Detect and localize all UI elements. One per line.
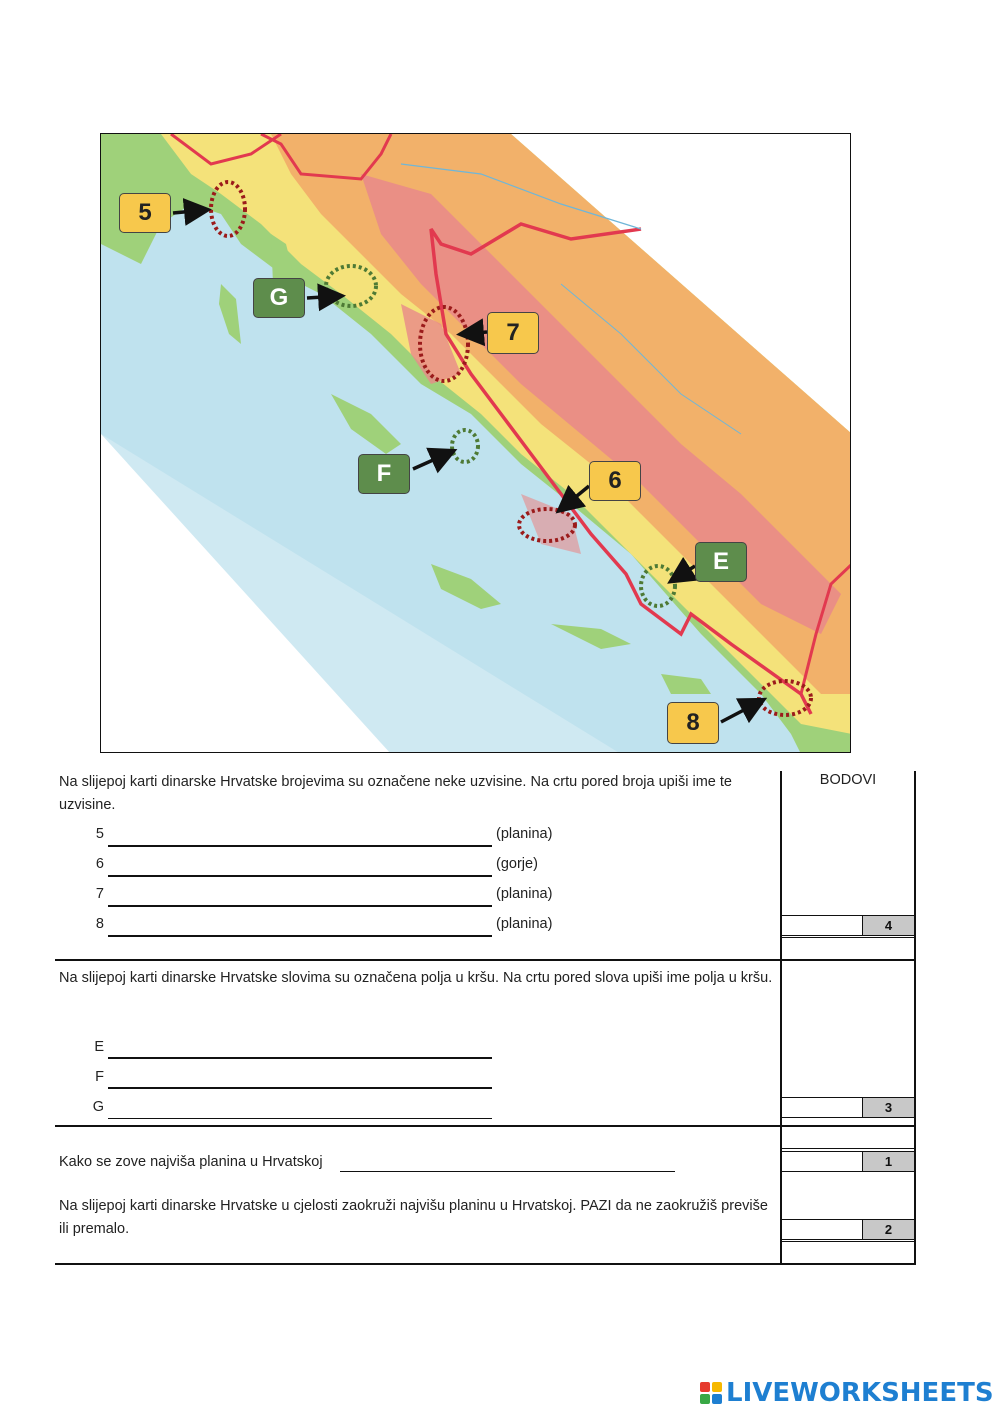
q1-points-underline	[781, 937, 915, 938]
answer-line-8[interactable]	[108, 935, 492, 937]
q3-question: Kako se zove najviša planina u Hrvatskoj	[59, 1154, 323, 1170]
q1-row-label: 6	[95, 856, 104, 872]
q1-row-label: 8	[95, 916, 104, 932]
right-border	[914, 771, 916, 1264]
liveworksheets-logo[interactable]	[700, 1378, 994, 1408]
map-svg	[101, 134, 851, 753]
q4-points-box[interactable]	[781, 1219, 915, 1240]
arrow-7	[463, 332, 487, 334]
q2-points-box[interactable]	[781, 1097, 915, 1118]
q1-row-label: 7	[95, 886, 104, 902]
q2-points-value: 3	[862, 1098, 914, 1117]
q4-points-value: 2	[862, 1220, 914, 1239]
q1-points-value: 4	[862, 916, 914, 935]
map-label-E: E	[695, 542, 747, 582]
q3-points-box[interactable]	[781, 1151, 915, 1172]
q1-row-label: 5	[95, 826, 104, 842]
section-divider-2	[55, 1125, 916, 1127]
map-label-6: 6	[589, 461, 641, 501]
q4-instruction: Na slijepoj karti dinarske Hrvatske u cjelosti zaokruži najvišu planinu u Hrvatskoj. PAZI da ne zaokružiš previše ili premalo.	[59, 1198, 768, 1237]
map-label-G: G	[253, 278, 305, 318]
q1-row-type: (planina)	[496, 886, 553, 902]
column-divider	[780, 771, 782, 1264]
relief-map	[100, 133, 851, 753]
q3-points-topline	[781, 1148, 915, 1149]
answer-line-G[interactable]	[108, 1118, 492, 1119]
section-divider-1	[55, 959, 916, 961]
answer-line-highest-mountain[interactable]	[340, 1171, 675, 1172]
answer-line-6[interactable]	[108, 875, 492, 877]
answer-line-5[interactable]	[108, 845, 492, 847]
q2-instruction: Na slijepoj karti dinarske Hrvatske slovima su označena polja u kršu. Na crtu pored slova upiši ime polja u kršu.	[59, 970, 773, 986]
points-header: BODOVI	[819, 772, 877, 788]
map-label-8: 8	[667, 702, 719, 744]
q1-instruction: Na slijepoj karti dinarske Hrvatske brojevima su označene neke uzvisine. Na crtu pored broja upiši ime te uzvisine.	[59, 774, 732, 813]
q3-points-value: 1	[862, 1152, 914, 1171]
arrow-G	[307, 296, 339, 298]
section-divider-3	[55, 1263, 916, 1265]
q1-row-type: (planina)	[496, 916, 553, 932]
q2-row-label: F	[95, 1069, 104, 1085]
q1-row-type: (planina)	[496, 826, 553, 842]
answer-line-E[interactable]	[108, 1057, 492, 1059]
q1-row-type: (gorje)	[496, 856, 538, 872]
map-label-7: 7	[487, 312, 539, 354]
logo-blocks-icon	[700, 1382, 722, 1404]
q2-row-label: G	[92, 1099, 104, 1115]
logo-text: LIVEWORKSHEETS	[726, 1378, 994, 1408]
map-label-5: 5	[119, 193, 171, 233]
q2-row-label: E	[94, 1039, 104, 1055]
q4-points-underline	[781, 1241, 915, 1242]
answer-line-7[interactable]	[108, 905, 492, 907]
q1-points-box[interactable]	[781, 915, 915, 936]
answer-line-F[interactable]	[108, 1087, 492, 1089]
map-label-F: F	[358, 454, 410, 494]
